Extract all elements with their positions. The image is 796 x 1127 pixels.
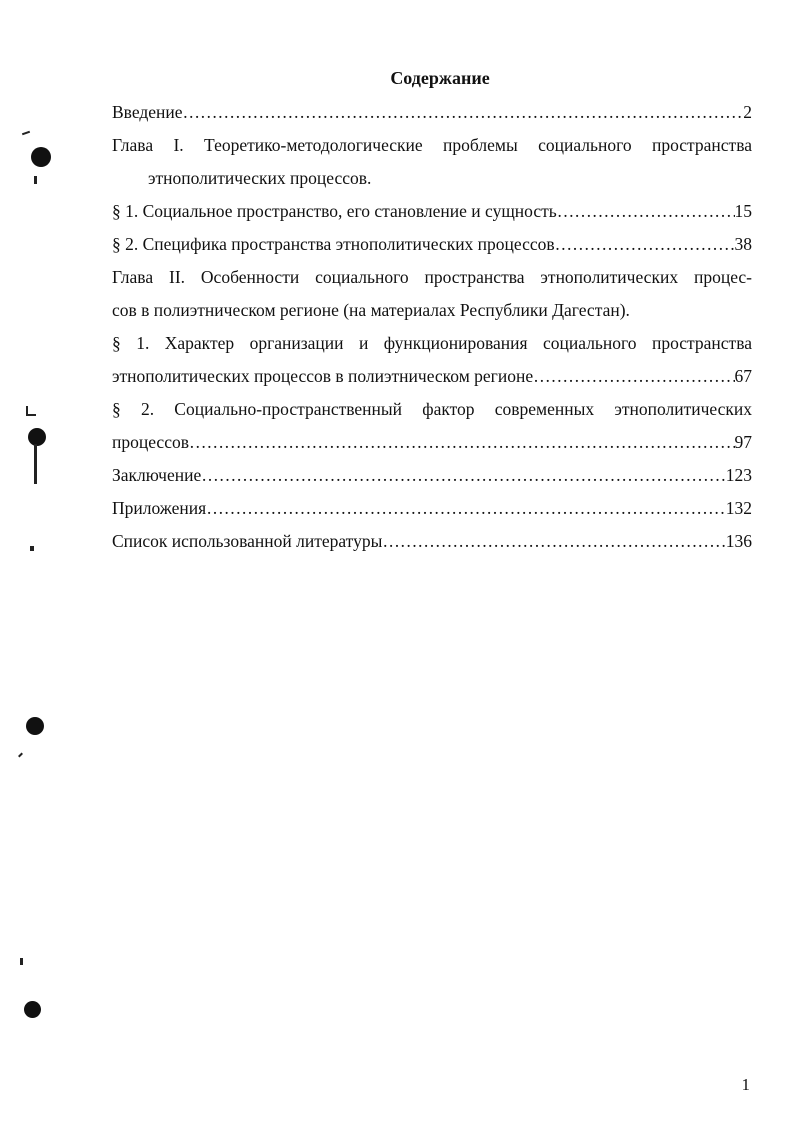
toc-entry-ch2-s1-line1[interactable]: § 1. Характер организации и функционирования социального пространства — [112, 333, 752, 353]
dot-leader — [206, 492, 726, 525]
toc-entry-ch1-s1[interactable] — [112, 195, 752, 228]
toc-entry-ch2-s2[interactable] — [112, 426, 752, 459]
binder-hole-mark — [26, 717, 44, 735]
ink-speck — [34, 444, 37, 484]
toc-entry-label: этнополитических процессов в полиэтническом регионе — [112, 366, 534, 386]
toc-entry-references[interactable] — [112, 525, 752, 558]
ink-speck — [34, 176, 37, 184]
toc-entry-label: Список использованной литературы — [112, 531, 383, 551]
ink-speck — [30, 546, 34, 551]
toc-entry-intro[interactable] — [112, 96, 752, 129]
toc-entry-page: 123 — [725, 465, 752, 485]
dot-leader — [555, 228, 735, 261]
toc-entry-page: 132 — [725, 498, 752, 518]
dot-leader — [557, 195, 735, 228]
dot-leader — [382, 525, 725, 558]
dot-leader — [201, 459, 726, 492]
toc-entry-label: Приложения — [112, 498, 207, 518]
toc-entry-conclusion[interactable] — [112, 459, 752, 492]
toc-chapter-1-heading[interactable]: Глава I. Теоретико-методологические проблемы социального пространства — [112, 135, 752, 155]
dot-leader — [189, 426, 735, 459]
ink-speck — [20, 958, 23, 965]
toc-chapter-2-heading[interactable]: Глава II. Особенности социального пространства этнополитических процес- — [112, 267, 752, 287]
table-of-contents — [112, 96, 752, 558]
toc-entry-page: 67 — [734, 366, 752, 386]
ink-speck — [26, 406, 36, 416]
binder-hole-mark — [24, 1001, 41, 1018]
binder-hole-mark — [28, 428, 46, 446]
toc-entry-page: 38 — [734, 234, 752, 254]
toc-entry-page: 136 — [725, 531, 752, 551]
toc-chapter-2-heading-cont: сов в полиэтническом регионе (на материалах Республики Дагестан). — [112, 300, 630, 320]
toc-entry-ch1-s2[interactable] — [112, 228, 752, 261]
toc-entry-label: процессов — [112, 432, 189, 452]
toc-entry-label: Введение — [112, 102, 183, 122]
dot-leader — [533, 360, 734, 393]
toc-entry-label: § 2. Специфика пространства этнополитических процессов — [112, 234, 555, 254]
ink-speck — [18, 753, 23, 758]
dot-leader — [183, 96, 744, 129]
toc-entry-label: § 1. Социальное пространство, его становление и сущность — [112, 201, 557, 221]
toc-entry-ch2-s2-line1[interactable]: § 2. Социально-пространственный фактор современных этнополитических — [112, 399, 752, 419]
ink-speck — [22, 131, 30, 136]
toc-entry-page: 97 — [734, 432, 752, 452]
toc-entry-appendices[interactable] — [112, 492, 752, 525]
toc-entry-page: 2 — [743, 102, 752, 122]
binder-hole-mark — [31, 147, 51, 167]
page-title: Содержание — [390, 68, 490, 88]
toc-chapter-1-heading-cont: этнополитических процессов. — [148, 168, 372, 188]
page-number: 1 — [741, 1075, 750, 1094]
toc-entry-page: 15 — [734, 201, 752, 221]
toc-entry-ch2-s1[interactable] — [112, 360, 752, 393]
toc-entry-label: Заключение — [112, 465, 202, 485]
